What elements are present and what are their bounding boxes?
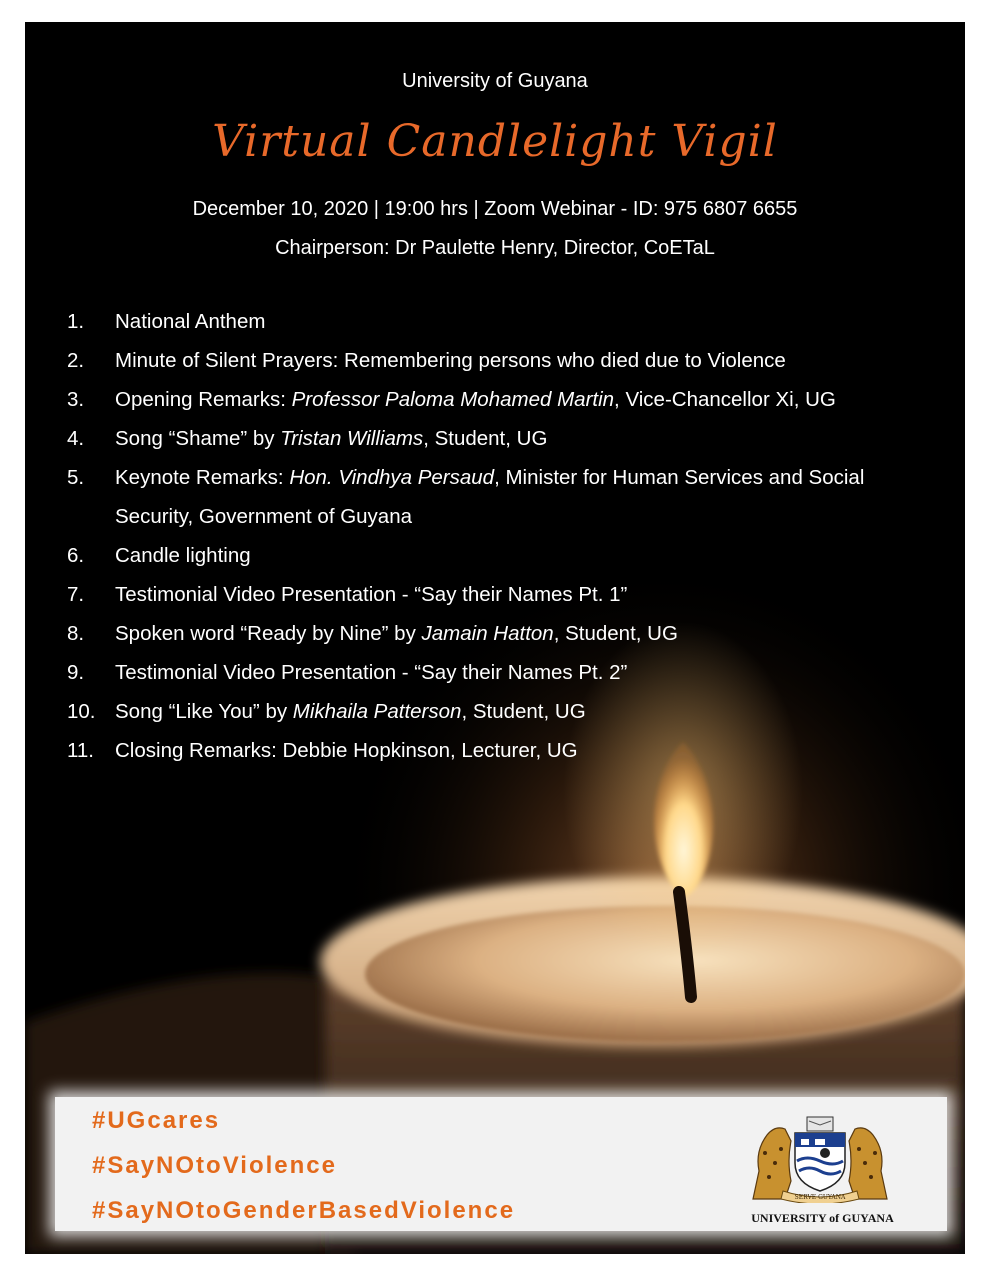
agenda-item-person: Jamain Hatton <box>421 622 554 645</box>
agenda-item-text: Keynote Remarks: <box>115 466 290 489</box>
agenda-item <box>67 614 947 653</box>
agenda-item-number: 10. <box>67 700 96 723</box>
agenda-item-person: Mikhaila Patterson <box>292 700 462 723</box>
event-title: Virtual Candlelight Vigil <box>212 116 778 167</box>
agenda-item-person: Professor Paloma Mohamed Martin <box>291 388 615 411</box>
agenda-item <box>67 419 947 458</box>
agenda-item-text: , Student, UG <box>423 427 548 450</box>
agenda-item-text: Song “Shame” by <box>115 427 281 450</box>
agenda-item-person: Tristan Williams <box>280 427 424 450</box>
hashtag-ugcares: #UGcares <box>92 1107 221 1134</box>
agenda-item-number: 6. <box>67 544 85 567</box>
crest-motto: SERVE GUYANA <box>794 1194 846 1201</box>
agenda-item-text: Spoken word “Ready by Nine” by <box>115 622 422 645</box>
agenda-item-number: 8. <box>67 622 85 645</box>
agenda-item-number: 3. <box>67 388 85 411</box>
agenda-item <box>67 653 947 692</box>
agenda-item-number: 1. <box>67 310 85 333</box>
crest-label: UNIVERSITY of GUYANA <box>751 1211 894 1225</box>
university-crest-icon <box>745 1111 895 1203</box>
agenda-item <box>67 380 947 419</box>
agenda-item-number: 2. <box>67 349 85 372</box>
agenda-item-text: Candle lighting <box>115 544 251 567</box>
agenda-item-text: Song “Like You” by <box>115 700 293 723</box>
agenda-item <box>67 731 947 770</box>
hashtag-say-no-to-violence: #SayNOtoViolence <box>92 1152 337 1179</box>
chairperson-line: Chairperson: Dr Paulette Henry, Director, CoETaL <box>275 237 715 259</box>
agenda-item-person: Hon. Vindhya Persaud <box>289 466 495 489</box>
agenda-item <box>67 302 947 341</box>
agenda-item-number: 9. <box>67 661 85 684</box>
agenda-item <box>67 692 947 731</box>
program-agenda <box>67 302 947 770</box>
agenda-item <box>67 536 947 575</box>
university-title: University of Guyana <box>402 70 588 92</box>
agenda-item-number: 4. <box>67 427 85 450</box>
agenda-item-text: , Minister for Human Services and Social Security, Government of Guyana <box>115 466 865 528</box>
agenda-item-number: 5. <box>67 466 85 489</box>
agenda-item-text: , Student, UG <box>461 700 586 723</box>
agenda-item-text: National Anthem <box>115 310 266 333</box>
agenda-item <box>67 458 947 536</box>
agenda-item <box>67 575 947 614</box>
agenda-item-text: , Student, UG <box>553 622 678 645</box>
agenda-item-text: Opening Remarks: <box>115 388 292 411</box>
hashtag-panel <box>55 1097 947 1231</box>
agenda-item <box>67 341 947 380</box>
hashtag-say-no-to-gbv: #SayNOtoGenderBasedViolence <box>92 1197 516 1224</box>
agenda-item-text: Minute of Silent Prayers: Remembering persons who died due to Violence <box>115 349 786 372</box>
agenda-item-number: 7. <box>67 583 85 606</box>
agenda-item-text: Testimonial Video Presentation - “Say their Names Pt. 1” <box>115 583 628 606</box>
event-details: December 10, 2020 | 19:00 hrs | Zoom Webinar - ID: 975 6807 6655 <box>192 198 798 220</box>
vigil-poster <box>25 22 965 1254</box>
agenda-item-text: Testimonial Video Presentation - “Say their Names Pt. 2” <box>115 661 628 684</box>
agenda-item-number: 11. <box>67 739 94 762</box>
agenda-item-text: Closing Remarks: Debbie Hopkinson, Lecturer, UG <box>115 739 578 762</box>
agenda-item-text: , Vice-Chancellor Xi, UG <box>614 388 836 411</box>
